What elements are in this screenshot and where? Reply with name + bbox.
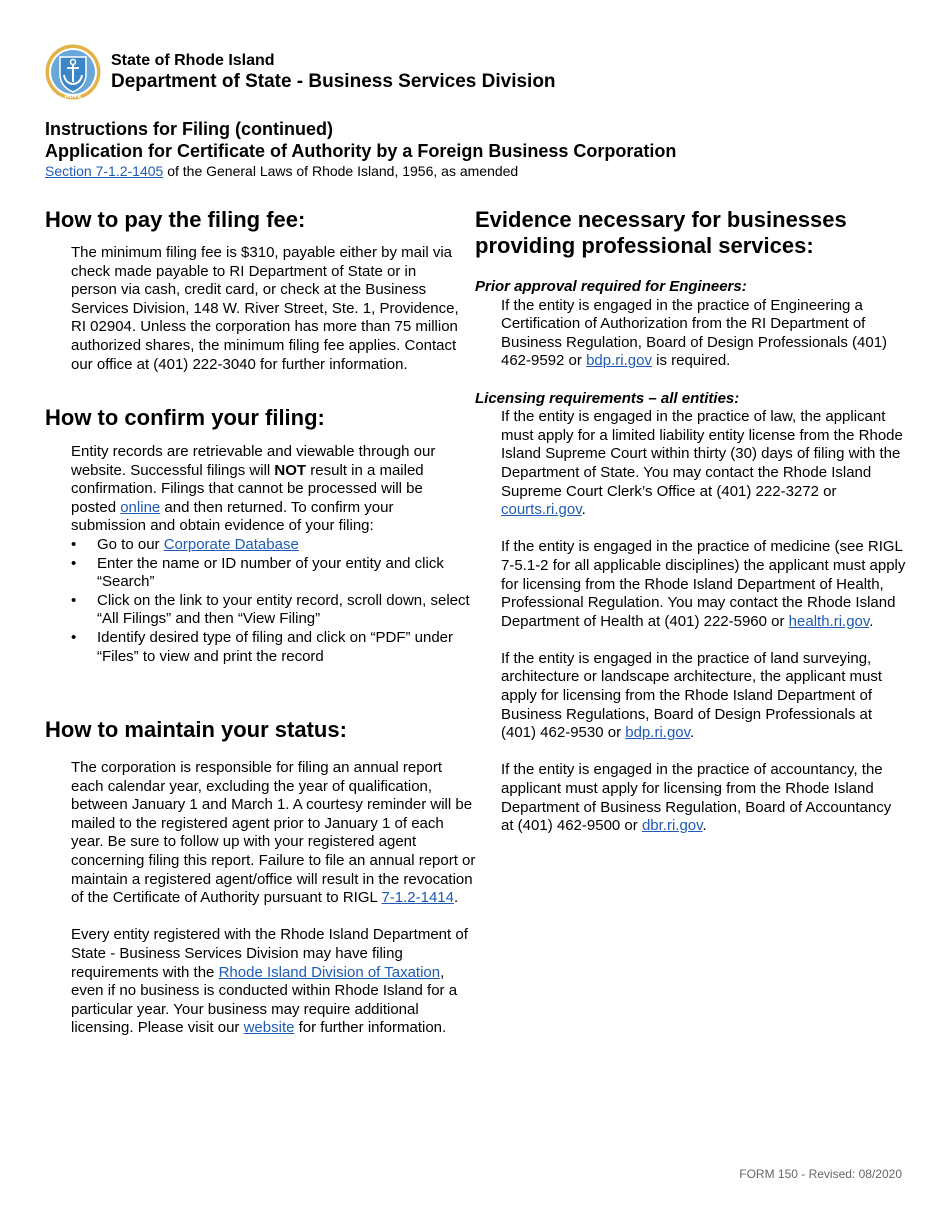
list-item (71, 536, 475, 555)
law-text-end: . (581, 501, 586, 519)
medicine-paragraph (501, 538, 906, 631)
evidence-section (475, 207, 910, 836)
dbr-link[interactable]: dbr.ri.gov (641, 817, 703, 835)
law-paragraph (501, 408, 906, 520)
confirm-text-a: Entity records are retrievable and viewable through our website. Successful filings will (71, 443, 436, 479)
pay-section (45, 207, 475, 374)
maintain-paragraph-1 (71, 759, 476, 908)
website-link[interactable]: website (243, 1019, 295, 1037)
confirm-not: NOT (274, 461, 307, 479)
maintain-text-end: . (454, 889, 459, 907)
licensing-body (501, 408, 906, 836)
maintain-section (45, 717, 485, 1038)
step-text: Click on the link to your entity record, scroll down, select “All Filings” and then “View Filing” (97, 591, 470, 628)
confirm-heading: How to confirm your filing: (45, 405, 325, 430)
pay-body: The minimum filing fee is $310, payable either by mail via check made payable to RI Department of State or in person via cash, credit card, or check at the Business Services Division, 148 W. River Street, Ste. 1, Providence, RI 02904. Unless the corporation has more than 75 million authorized shares, the minimum filing fee applies. Contact our office at (401) 222-3040 for further information. (71, 244, 459, 373)
corporate-database-link[interactable]: Corporate Database (163, 535, 299, 553)
accountancy-text: If the entity is engaged in the practice of accountancy, the applicant must apply for licensing from the Rhode Island Department of Business Regulation, Board of Accountancy at (401) 462-9500 or (501, 761, 892, 835)
licensing-label: Licensing requirements – all entities: (475, 389, 740, 407)
law-text: If the entity is engaged in the practice of law, the applicant must apply for a limited liability entity license from the Rhode Island Supreme Court within thirty (30) days of filing with the Department of State. You may contact the Rhode Island Supreme Court Clerk’s Office at (401) 222-3272 or (501, 408, 903, 500)
header-state: State of Rhode Island (111, 52, 275, 69)
maintain-heading: How to maintain your status: (45, 717, 347, 742)
list-item (71, 555, 475, 592)
confirm-text-c: and then returned. To confirm your submission and obtain evidence of your filing: (71, 498, 394, 535)
maintain-text-b: Every entity registered with the Rhode Island Department of State - Business Services Division may have filing requirements with the (71, 926, 468, 981)
evidence-heading-line-2: providing professional services: (475, 233, 814, 258)
maintain-body (71, 759, 476, 1038)
maintain-text-d: for further information. (294, 1019, 447, 1037)
engineers-paragraph (501, 297, 906, 371)
health-link[interactable]: health.ri.gov (788, 612, 870, 630)
land-paragraph (501, 650, 906, 743)
section-reference (45, 163, 518, 179)
medicine-text-end: . (869, 612, 874, 630)
svg-text:HOPE: HOPE (64, 94, 82, 100)
step-text: Enter the name or ID number of your entity and click “Search” (97, 554, 444, 591)
list-item (71, 629, 475, 666)
evidence-heading-line-1: Evidence necessary for businesses (475, 207, 847, 232)
pay-heading: How to pay the filing fee: (45, 207, 306, 232)
online-link[interactable]: online (120, 498, 161, 516)
instructions-title: Instructions for Filing (continued) (45, 119, 333, 139)
form-footer: FORM 150 - Revised: 08/2020 (739, 1167, 902, 1181)
courts-link[interactable]: courts.ri.gov (501, 501, 582, 519)
engineers-text-end: is required. (651, 352, 731, 370)
maintain-paragraph-2 (71, 926, 476, 1038)
rigl-link[interactable]: 7-1.2-1414 (381, 889, 454, 907)
state-seal-icon (45, 44, 101, 100)
step-text: Identify desired type of filing and click on “PDF” under “Files” to view and print the record (97, 628, 454, 665)
bullet: • (71, 628, 77, 646)
section-reference-text: of the General Laws of Rhode Island, 1956, as amended (163, 163, 519, 179)
bdp-link-2[interactable]: bdp.ri.gov (625, 724, 691, 742)
maintain-text-c: , even if no business is conducted within Rhode Island for a particular year. Your business may require additional licensing. Please visit our (71, 963, 458, 1037)
taxation-link[interactable]: Rhode Island Division of Taxation (218, 963, 441, 981)
section-link[interactable]: Section 7-1.2-1405 (45, 163, 164, 179)
land-text-end: . (690, 724, 695, 742)
medicine-text: If the entity is engaged in the practice of medicine (see RIGL 7-5.1-2 for all applicable disciplines) the applicant must apply for licensing from the Rhode Island Department of Health, Professional Regulation. You may contact the Rhode Island Department of Health at (401) 222-5960 or (501, 538, 906, 630)
header-department: Department of State - Business Services Division (111, 71, 556, 92)
confirm-steps (71, 536, 475, 666)
confirm-body (71, 443, 456, 536)
engineers-label: Prior approval required for Engineers: (475, 278, 747, 295)
application-title: Application for Certificate of Authority by a Foreign Business Corporation (45, 141, 677, 161)
confirm-section (45, 405, 475, 666)
evidence-heading (475, 207, 910, 259)
step-text: Go to our (97, 535, 164, 553)
land-text: If the entity is engaged in the practice of land surveying, architecture or landscape architecture, the applicant must apply for licensing from the Rhode Island Department of Business Regulations, Board of Design Professionals at (401) 462-9530 or (501, 649, 883, 742)
confirm-text-b: result in a mailed confirmation. Filings that cannot be processed will be posted (71, 461, 424, 516)
maintain-text-a: The corporation is responsible for filing an annual report each calendar year, excluding the year of qualification, between January 1 and March 1. A courtesy reminder will be mailed to the registered agent prior to January 1 of each year. Be sure to follow up with your registered agent concerning filing this report. Failure to file an annual report or maintain a registered agent/office will result in the revocation of the Certificate of Authority pursuant to RIGL (71, 759, 476, 907)
bullet: • (71, 591, 77, 609)
list-item (71, 592, 475, 629)
engineers-text: If the entity is engaged in the practice of Engineering a Certification of Authorization from the RI Department of Business Regulation, Board of Design Professionals (401) 462-9592 or (501, 296, 888, 370)
bdp-link[interactable]: bdp.ri.gov (586, 352, 652, 370)
accountancy-paragraph (501, 761, 906, 835)
bullet: • (71, 554, 77, 572)
bullet: • (71, 535, 77, 553)
accountancy-text-end: . (702, 817, 707, 835)
